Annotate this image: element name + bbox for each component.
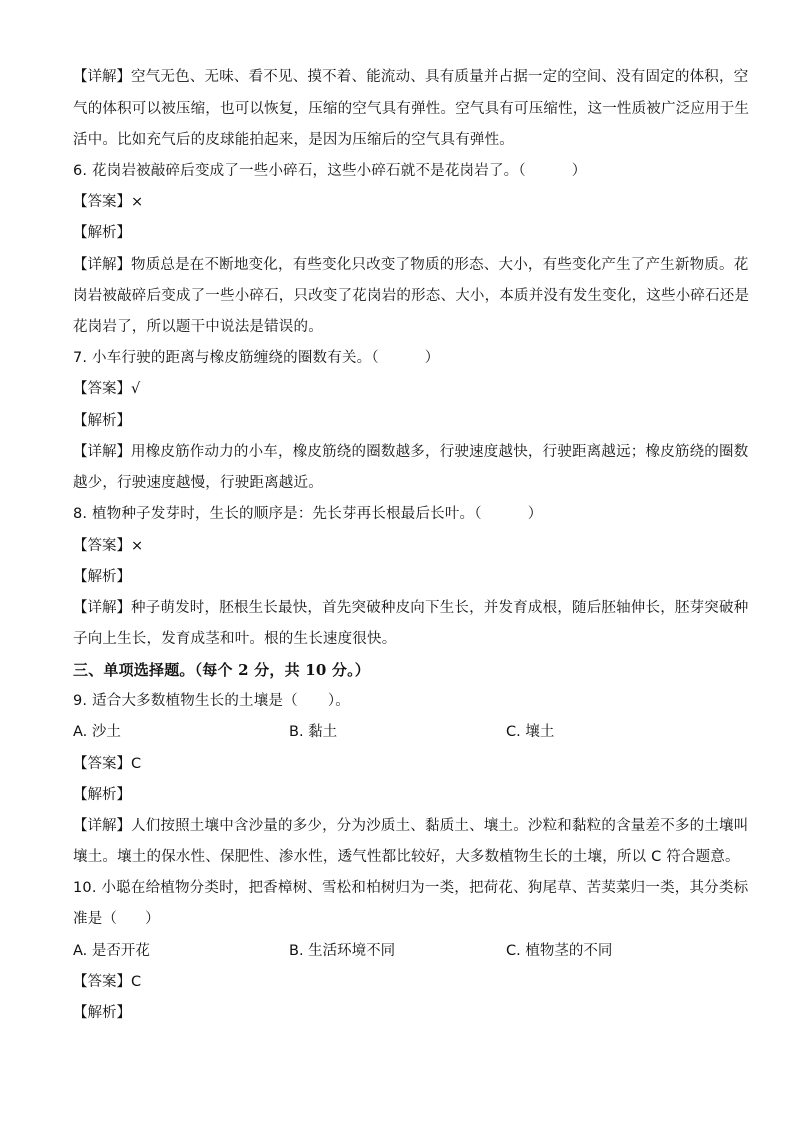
answer-line — [73, 972, 141, 992]
answer-line — [73, 379, 140, 399]
detail-paragraph-line — [73, 67, 748, 87]
option-b: B. 生活环境不同 — [289, 943, 396, 959]
analysis-tag: 【解析】 — [73, 569, 131, 585]
option-c: C. 壤土 — [506, 724, 555, 740]
answer-tag: 【答案】 — [73, 538, 131, 554]
question-text: 8. 植物种子发芽时，生长的顺序是：先长芽再长根最后长叶。（ — [73, 506, 482, 522]
question-close: ）。 — [327, 693, 350, 709]
detail-paragraph-line — [73, 473, 323, 493]
detail-text: 越少，行驶速度越慢，行驶距离越近。 — [73, 475, 323, 491]
detail-paragraph-line — [73, 255, 748, 275]
detail-tag: 【详解】 — [73, 600, 131, 616]
answer-value: C — [131, 974, 142, 990]
question-close: ） — [145, 911, 160, 927]
question-7 — [73, 348, 440, 368]
question-8 — [73, 504, 542, 524]
analysis-line — [73, 223, 131, 243]
question-close: ） — [527, 506, 543, 522]
answer-line — [73, 754, 141, 774]
detail-paragraph-line — [73, 442, 748, 462]
analysis-line — [73, 785, 131, 805]
answer-value: × — [131, 194, 144, 210]
detail-paragraph-line — [73, 286, 749, 306]
option-b: B. 黏土 — [289, 724, 338, 740]
question-10-continued — [73, 909, 160, 929]
question-text: 准是（ — [73, 911, 118, 927]
question-6 — [73, 161, 587, 181]
answer-value: √ — [131, 381, 141, 397]
detail-paragraph-line — [73, 816, 748, 836]
option-c: C. 植物茎的不同 — [506, 943, 613, 959]
question-close: ） — [424, 350, 440, 366]
answer-line — [73, 192, 143, 212]
detail-text: 空气无色、无味、看不见、摸不着、能流动、具有质量并占据一定的空间、没有固定的体积，空 — [131, 69, 749, 85]
question-text: 6. 花岗岩被敲碎后变成了一些小碎石，这些小碎石就不是花岗岩了。（ — [73, 163, 526, 179]
question-10 — [73, 878, 748, 898]
answer-value: × — [131, 538, 144, 554]
option-a: A. 沙土 — [73, 724, 121, 740]
detail-tag: 【详解】 — [73, 444, 131, 460]
analysis-line — [73, 411, 131, 431]
analysis-tag: 【解析】 — [73, 225, 131, 241]
detail-text: 岗岩被敲碎后变成了一些小碎石，只改变了花岗岩的形态、大小，本质并没有发生变化，这些小碎石还是 — [73, 288, 750, 304]
detail-paragraph-line — [73, 317, 323, 337]
detail-paragraph-line — [73, 847, 740, 867]
option-a: A. 是否开花 — [73, 943, 150, 959]
question-close: ） — [571, 163, 587, 179]
detail-text: 人们按照土壤中含沙量的多少，分为沙质土、黏质土、壤土。沙粒和黏粒的含量差不多的土壤叫 — [131, 818, 749, 834]
question-text: 9. 适合大多数植物生长的土壤是（ — [73, 693, 298, 709]
answer-tag: 【答案】 — [73, 756, 131, 772]
answer-tag: 【答案】 — [73, 381, 131, 397]
detail-paragraph-line — [73, 629, 396, 649]
detail-text: 活中。比如充气后的皮球能拍起来，是因为压缩后的空气具有弹性。 — [73, 132, 514, 148]
detail-tag: 【详解】 — [73, 818, 131, 834]
detail-text: 子向上生长，发育成茎和叶。根的生长速度很快。 — [73, 631, 397, 647]
analysis-tag: 【解析】 — [73, 413, 131, 429]
answer-value: C — [131, 756, 142, 772]
detail-paragraph-line — [73, 99, 749, 119]
question-9 — [73, 691, 350, 711]
analysis-line — [73, 1003, 131, 1023]
detail-paragraph-line — [73, 598, 748, 618]
detail-text: 用橡皮筋作动力的小车，橡皮筋绕的圈数越多，行驶速度越快，行驶距离越远；橡皮筋绕的圈数 — [131, 444, 749, 460]
answer-tag: 【答案】 — [73, 974, 131, 990]
detail-paragraph-line — [73, 130, 514, 150]
section-heading: 三、单项选择题。（每个 2 分，共 10 分。） — [73, 661, 371, 679]
detail-tag: 【详解】 — [73, 69, 131, 85]
answer-line — [73, 536, 143, 556]
question-text: 10. 小聪在给植物分类时，把香樟树、雪松和柏树归为一类，把荷花、狗尾草、苦荬菜归一类，其分类标 — [73, 880, 749, 896]
detail-text: 壤土。壤土的保水性、保肥性、渗水性，透气性都比较好，大多数植物生长的土壤，所以 C 符合题意。 — [73, 849, 740, 865]
detail-text: 物质总是在不断地变化，有些变化只改变了物质的形态、大小，有些变化产生了产生新物质。花 — [131, 257, 749, 273]
detail-tag: 【详解】 — [73, 257, 131, 273]
analysis-tag: 【解析】 — [73, 1005, 131, 1021]
detail-text: 种子萌发时，胚根生长最快，首先突破种皮向下生长，并发育成根，随后胚轴伸长，胚芽突破种 — [131, 600, 749, 616]
answer-tag: 【答案】 — [73, 194, 131, 210]
detail-text: 气的体积可以被压缩，也可以恢复，压缩的空气具有弹性。空气具有可压缩性，这一性质被广泛应用于生 — [73, 101, 750, 117]
question-text: 7. 小车行驶的距离与橡皮筋缠绕的圈数有关。（ — [73, 350, 379, 366]
detail-text: 花岗岩了，所以题干中说法是错误的。 — [73, 319, 323, 335]
analysis-tag: 【解析】 — [73, 787, 131, 803]
analysis-line — [73, 567, 131, 587]
